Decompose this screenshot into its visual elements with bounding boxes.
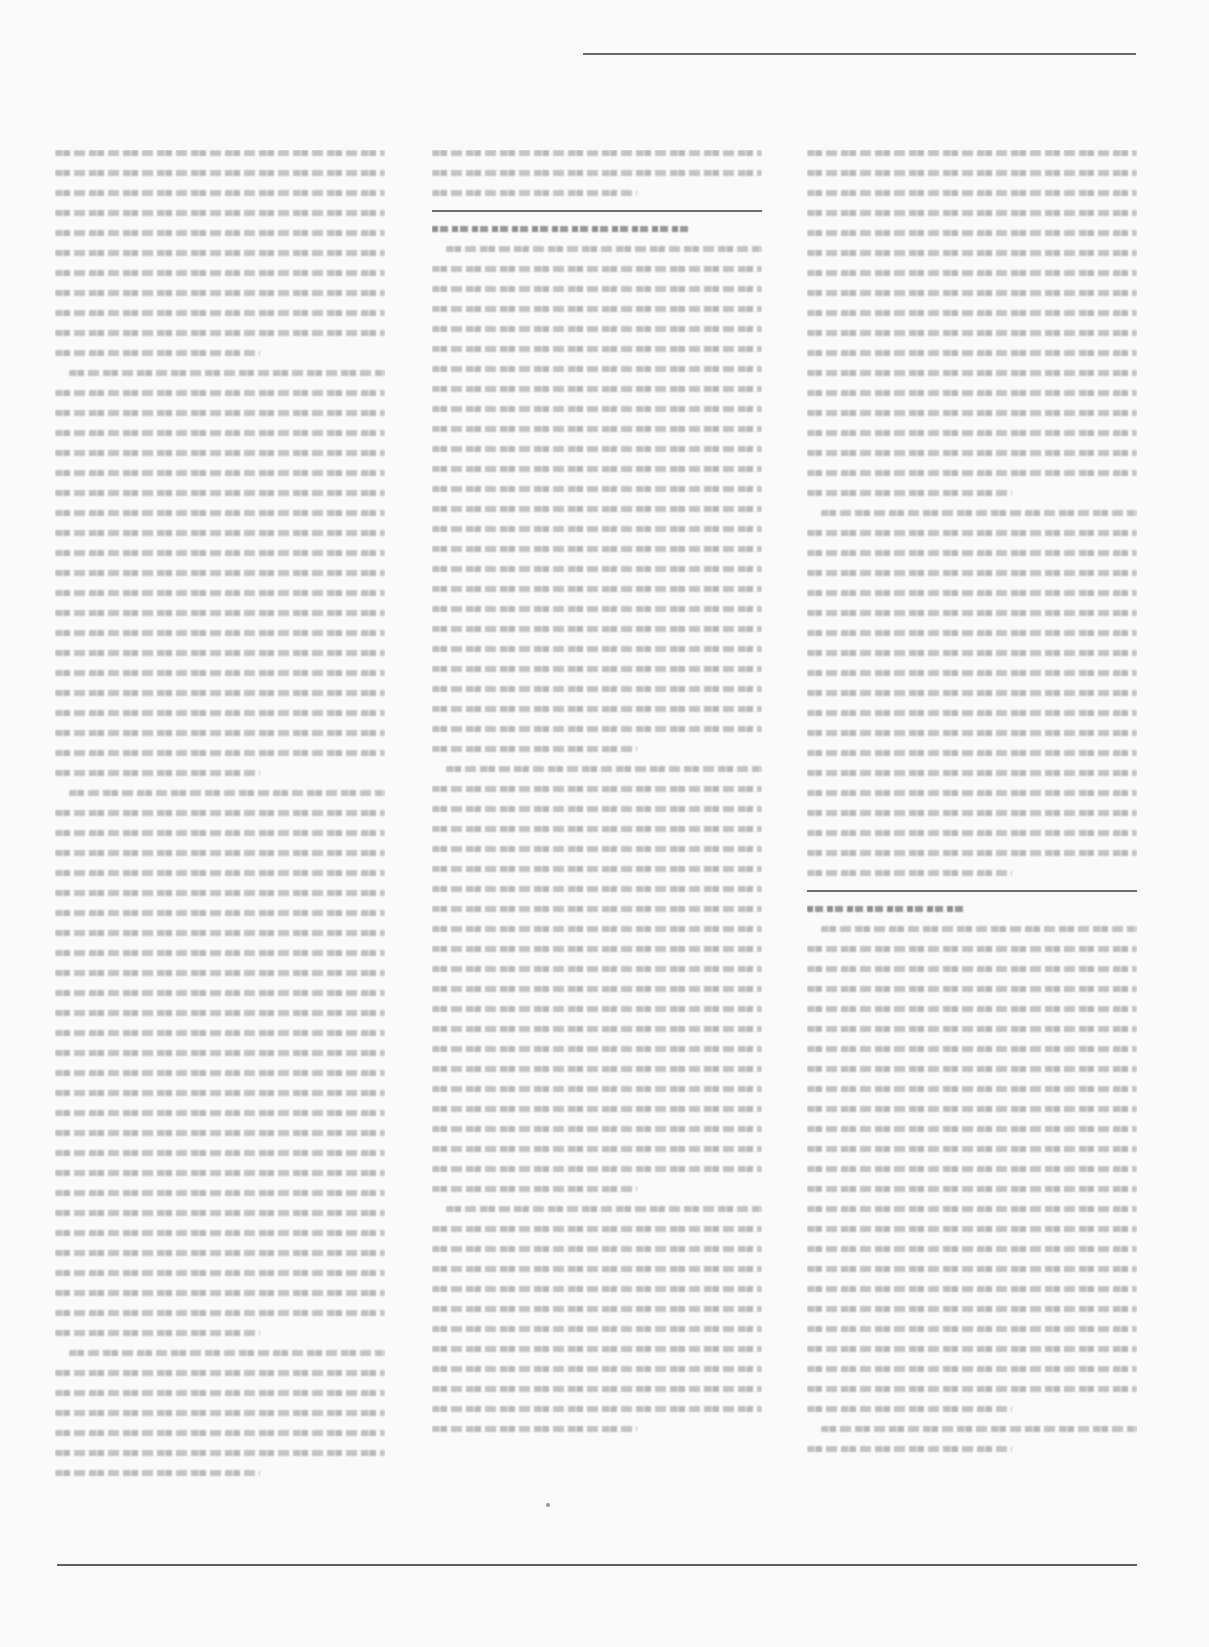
text-line	[807, 470, 1137, 476]
text-line	[55, 610, 385, 616]
text-line	[807, 330, 1137, 336]
text-line	[807, 270, 1137, 276]
text-line	[432, 786, 762, 792]
text-line	[55, 450, 385, 456]
text-line	[432, 506, 762, 512]
text-line	[807, 370, 1137, 376]
text-line	[432, 1166, 762, 1172]
text-line	[55, 1050, 385, 1056]
text-line	[807, 1386, 1137, 1392]
text-line	[55, 1430, 385, 1436]
text-line	[55, 1270, 385, 1276]
text-line	[55, 950, 385, 956]
text-line	[55, 430, 385, 436]
header-rule	[583, 53, 1136, 55]
text-line	[55, 1230, 385, 1236]
text-line	[807, 1406, 1012, 1412]
text-line	[432, 466, 762, 472]
text-line	[432, 686, 762, 692]
text-line	[55, 810, 385, 816]
text-line	[432, 646, 762, 652]
text-line	[807, 650, 1137, 656]
text-line	[55, 750, 385, 756]
text-line	[432, 426, 762, 432]
text-line	[55, 1330, 260, 1336]
text-line	[69, 1350, 385, 1356]
text-line	[55, 670, 385, 676]
text-line	[55, 690, 385, 696]
text-line	[807, 570, 1137, 576]
text-line	[432, 386, 762, 392]
text-line	[55, 310, 385, 316]
text-line	[807, 390, 1137, 396]
text-line	[432, 606, 762, 612]
text-line	[432, 1186, 637, 1192]
text-line	[432, 366, 762, 372]
text-line	[446, 246, 762, 252]
text-line	[807, 430, 1137, 436]
text-line	[432, 866, 762, 872]
text-line	[432, 1386, 762, 1392]
text-line	[432, 446, 762, 452]
text-line	[432, 1006, 762, 1012]
text-line	[807, 770, 1137, 776]
text-line	[807, 946, 1137, 952]
text-line	[807, 1346, 1137, 1352]
text-line	[432, 1106, 762, 1112]
text-column-2	[432, 150, 762, 1520]
text-line	[55, 1290, 385, 1296]
text-line	[55, 970, 385, 976]
section-heading	[807, 906, 965, 912]
text-line	[432, 626, 762, 632]
text-line	[55, 890, 385, 896]
text-line	[432, 266, 762, 272]
text-line	[807, 1106, 1137, 1112]
text-line	[432, 986, 762, 992]
text-line	[55, 1170, 385, 1176]
text-line	[55, 1250, 385, 1256]
text-line	[55, 850, 385, 856]
text-line	[807, 850, 1137, 856]
text-line	[432, 1366, 762, 1372]
text-line	[446, 1206, 762, 1212]
text-line	[55, 590, 385, 596]
page-speck	[546, 1503, 550, 1507]
text-line	[432, 746, 637, 752]
text-line	[807, 450, 1137, 456]
text-line	[432, 170, 762, 176]
text-line	[55, 230, 385, 236]
text-line	[55, 710, 385, 716]
text-line	[432, 1266, 762, 1272]
text-line	[432, 190, 637, 196]
text-line	[446, 766, 762, 772]
text-line	[807, 490, 1012, 496]
text-line	[807, 730, 1137, 736]
text-line	[432, 666, 762, 672]
text-column-1	[55, 150, 385, 1520]
text-line	[55, 830, 385, 836]
text-line	[807, 290, 1137, 296]
section-rule	[807, 890, 1137, 892]
text-line	[807, 1306, 1137, 1312]
text-line	[807, 986, 1137, 992]
text-line	[432, 1286, 762, 1292]
text-line	[432, 706, 762, 712]
text-line	[55, 770, 260, 776]
text-line	[807, 590, 1137, 596]
text-line	[55, 910, 385, 916]
text-line	[55, 410, 385, 416]
text-line	[432, 1046, 762, 1052]
text-line	[55, 470, 385, 476]
text-line	[432, 966, 762, 972]
section-rule	[432, 210, 762, 212]
text-line	[55, 330, 385, 336]
text-line	[69, 790, 385, 796]
text-line	[55, 1130, 385, 1136]
text-line	[55, 930, 385, 936]
text-line	[807, 150, 1137, 156]
text-line	[55, 1150, 385, 1156]
text-line	[432, 1306, 762, 1312]
text-line	[432, 1226, 762, 1232]
text-line	[807, 870, 1012, 876]
text-line	[432, 1406, 762, 1412]
text-line	[55, 210, 385, 216]
text-line	[807, 310, 1137, 316]
text-line	[432, 1086, 762, 1092]
text-line	[807, 530, 1137, 536]
text-line	[432, 286, 762, 292]
text-line	[807, 1246, 1137, 1252]
text-line	[807, 1146, 1137, 1152]
text-line	[55, 530, 385, 536]
text-line	[432, 546, 762, 552]
text-line	[55, 1370, 385, 1376]
text-line	[807, 1046, 1137, 1052]
text-line	[807, 1366, 1137, 1372]
text-line	[807, 550, 1137, 556]
text-line	[55, 1090, 385, 1096]
text-line	[55, 870, 385, 876]
text-line	[55, 1030, 385, 1036]
text-line	[55, 650, 385, 656]
text-line	[807, 610, 1137, 616]
text-line	[807, 170, 1137, 176]
text-line	[821, 926, 1137, 932]
text-line	[432, 150, 762, 156]
text-line	[55, 150, 385, 156]
text-line	[432, 586, 762, 592]
text-line	[55, 1450, 385, 1456]
text-line	[432, 1326, 762, 1332]
text-line	[807, 750, 1137, 756]
text-line	[55, 550, 385, 556]
text-line	[807, 210, 1137, 216]
text-line	[432, 566, 762, 572]
text-line	[432, 486, 762, 492]
text-line	[807, 1026, 1137, 1032]
text-line	[55, 1310, 385, 1316]
text-line	[807, 1226, 1137, 1232]
text-line	[821, 1426, 1137, 1432]
text-line	[55, 1190, 385, 1196]
text-line	[55, 1210, 385, 1216]
text-line	[55, 730, 385, 736]
text-line	[55, 490, 385, 496]
text-line	[55, 1390, 385, 1396]
text-line	[432, 1126, 762, 1132]
text-line	[55, 510, 385, 516]
text-line	[55, 1010, 385, 1016]
text-line	[807, 1266, 1137, 1272]
text-line	[432, 306, 762, 312]
text-line	[55, 290, 385, 296]
text-line	[55, 350, 260, 356]
text-line	[55, 570, 385, 576]
text-line	[432, 946, 762, 952]
text-line	[55, 250, 385, 256]
footer-rule	[57, 1564, 1137, 1566]
text-line	[807, 250, 1137, 256]
text-line	[432, 926, 762, 932]
text-line	[55, 630, 385, 636]
text-line	[432, 526, 762, 532]
text-line	[807, 1066, 1137, 1072]
text-line	[55, 1470, 260, 1476]
section-heading	[432, 226, 689, 232]
text-line	[55, 170, 385, 176]
text-line	[432, 346, 762, 352]
text-line	[807, 1186, 1137, 1192]
text-line	[807, 1206, 1137, 1212]
text-line	[432, 1026, 762, 1032]
text-line	[807, 790, 1137, 796]
text-line	[432, 326, 762, 332]
text-line	[821, 510, 1137, 516]
text-line	[807, 1006, 1137, 1012]
text-line	[432, 886, 762, 892]
text-line	[432, 1426, 637, 1432]
text-line	[807, 690, 1137, 696]
text-line	[432, 406, 762, 412]
text-line	[55, 990, 385, 996]
text-line	[807, 1446, 1012, 1452]
text-line	[807, 830, 1137, 836]
text-line	[807, 410, 1137, 416]
text-line	[55, 1070, 385, 1076]
text-line	[807, 670, 1137, 676]
text-line	[432, 1346, 762, 1352]
text-line	[807, 190, 1137, 196]
text-column-3	[807, 150, 1137, 1520]
text-line	[807, 1286, 1137, 1292]
text-line	[807, 1086, 1137, 1092]
text-line	[807, 1126, 1137, 1132]
text-line	[807, 630, 1137, 636]
text-line	[69, 370, 385, 376]
text-line	[807, 230, 1137, 236]
text-line	[55, 1110, 385, 1116]
text-line	[432, 906, 762, 912]
text-line	[807, 966, 1137, 972]
text-line	[432, 1146, 762, 1152]
text-line	[807, 350, 1137, 356]
text-line	[432, 826, 762, 832]
text-line	[55, 1410, 385, 1416]
text-line	[807, 710, 1137, 716]
text-line	[432, 1246, 762, 1252]
text-line	[807, 1166, 1137, 1172]
text-line	[432, 726, 762, 732]
text-line	[807, 1326, 1137, 1332]
text-line	[432, 1066, 762, 1072]
text-line	[807, 810, 1137, 816]
text-line	[55, 270, 385, 276]
text-line	[432, 846, 762, 852]
text-line	[55, 390, 385, 396]
text-line	[432, 806, 762, 812]
text-line	[55, 190, 385, 196]
